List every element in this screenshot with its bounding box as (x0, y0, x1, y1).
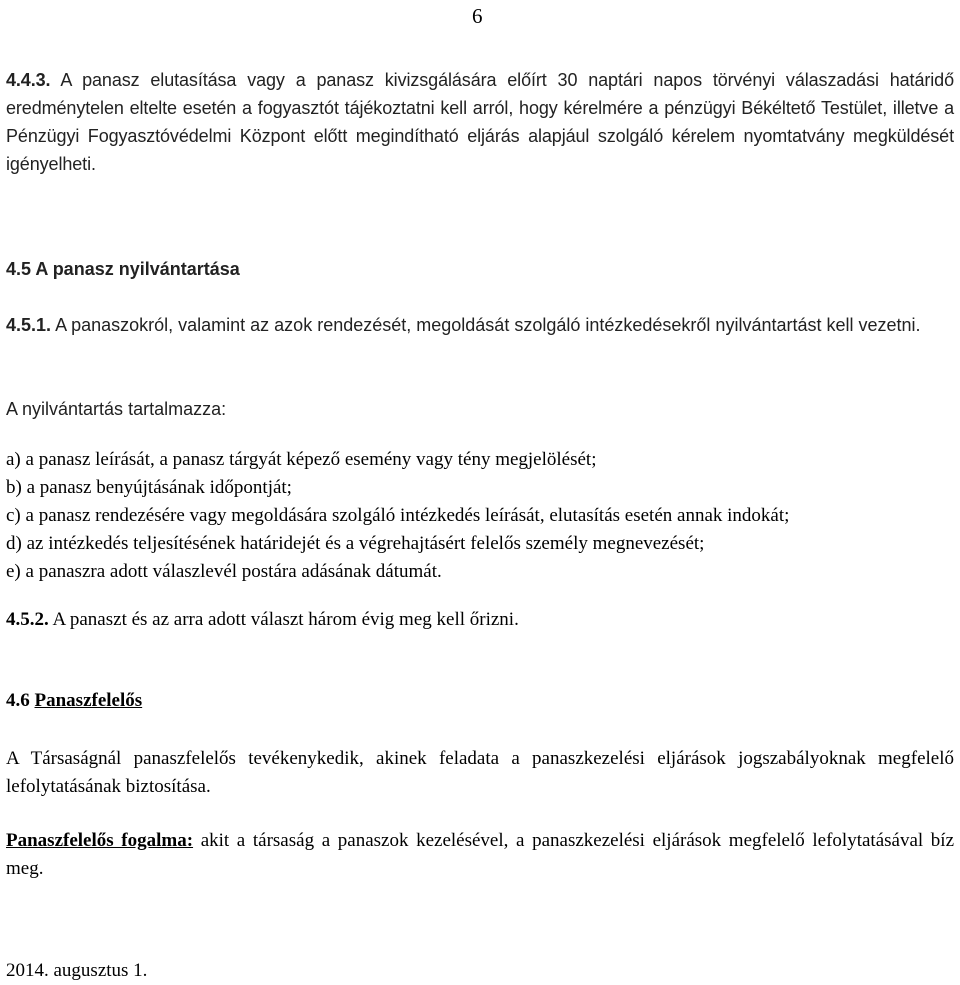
section-number: 4.5.2. (6, 609, 49, 630)
list-item: b) a panasz benyújtásának időpontját; (6, 477, 292, 498)
list-item: a) a panasz leírását, a panasz tárgyát képező esemény vagy tény megjelölését; (6, 449, 597, 470)
section-number: 4.5.1. (6, 315, 52, 335)
page-number: 6 (472, 4, 483, 28)
heading-4-5: 4.5 A panasz nyilvántartása (6, 259, 240, 279)
section-number: 4.4.3. (6, 70, 51, 90)
section-4-4-3 (6, 66, 954, 178)
section-4-5-2 (6, 606, 954, 634)
document-date: 2014. augusztus 1. (6, 960, 148, 981)
section-text: A panaszokról, valamint az azok rendezését, megoldását szolgáló intézkedésekről nyilvántartást kell vezetni. (55, 315, 921, 335)
definition-term: Panaszfelelős fogalma: (6, 830, 194, 851)
list-item: c) a panasz rendezésére vagy megoldására szolgáló intézkedés leírását, elutasítás esetén annak indokát; (6, 505, 790, 526)
register-list (6, 446, 954, 586)
definition (6, 827, 954, 883)
heading-title: Panaszfelelős (34, 690, 143, 711)
section-text: A panaszt és az arra adott választ három évig meg kell őrizni. (52, 609, 519, 630)
paragraph-4-6: A Társaságnál panaszfelelős tevékenykedik, akinek feladata a panaszkezelési eljárások jogszabályoknak megfelelő lefolytatásának biztosítása. (6, 748, 954, 797)
heading-number: 4.6 (6, 690, 30, 711)
definition-text: akit a társaság a panaszok kezelésével, a panaszkezelési eljárások megfelelő lefolytatásával bíz meg. (6, 830, 955, 879)
register-intro: A nyilvántartás tartalmazza: (6, 399, 227, 419)
list-item: e) a panaszra adott válaszlevél postára adásának dátumát. (6, 561, 442, 582)
section-4-5-1 (6, 311, 954, 339)
section-text: A panasz elutasítása vagy a panasz kivizsgálására előírt 30 naptári napos törvényi válaszadási határidő eredménytelen eltelte esetén a fogyasztót tájékoztatni kell arról, hogy kérelmére a pénzügyi Békéltető Testület, illetve a Pénzügyi Fogyasztóvédelmi Központ előtt megindítható eljárás alapjául szolgáló kérelem nyomtatvány megküldését igényelheti. (6, 70, 954, 174)
list-item: d) az intézkedés teljesítésének határidejét és a végrehajtásért felelős személy megnevezését; (6, 533, 705, 554)
heading-4-6 (6, 687, 954, 715)
